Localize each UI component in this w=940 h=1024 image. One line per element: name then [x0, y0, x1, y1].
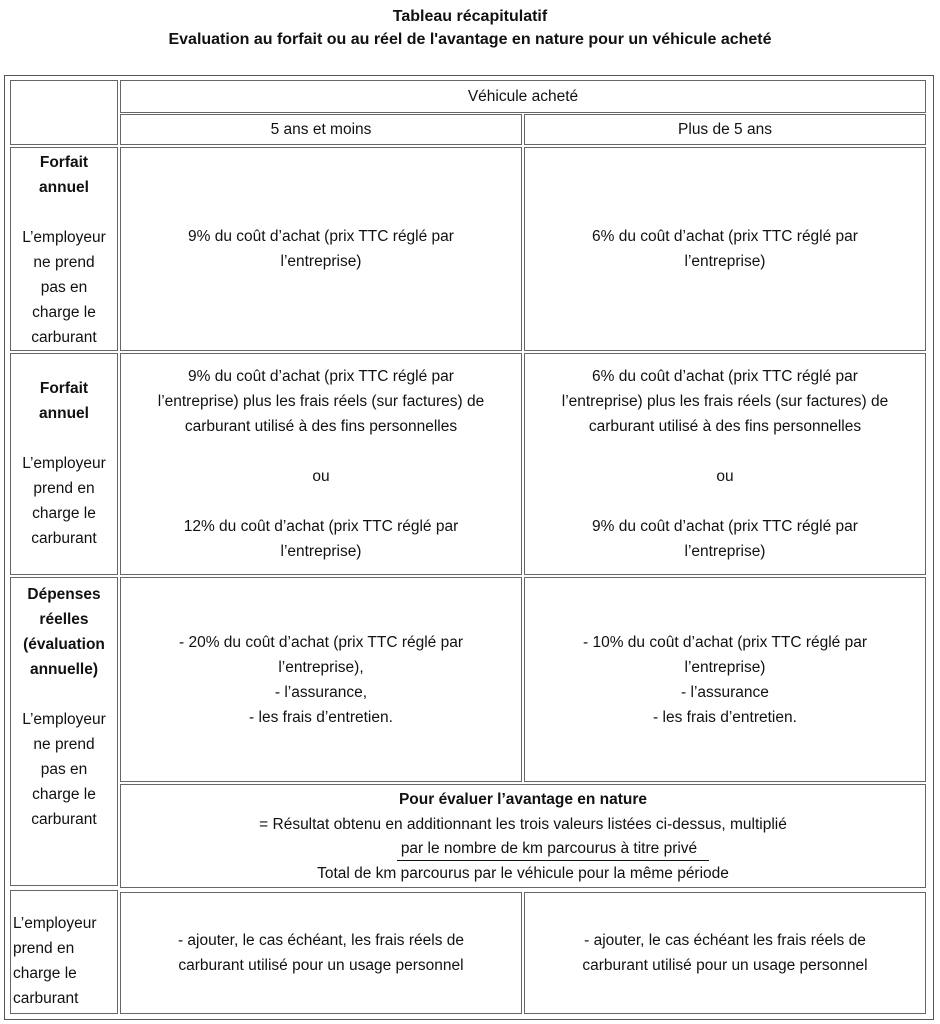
row-head-reel-avec-carburant	[10, 890, 118, 1014]
formula-line: = Résultat obtenu en additionnant les trois valeurs listées ci-dessus, multiplié	[259, 815, 787, 833]
formula-title: Pour évaluer l’avantage en nature	[398, 790, 648, 808]
row2-col1: 9% du coût d’achat (prix TTC réglé par l’entreprise) plus les frais réels (sur factures) de carburant utilisé à des fins personnelles ou 12% du coût d’achat (prix TTC réglé par l’entreprise)	[120, 353, 522, 575]
row1-col1: 9% du coût d’achat (prix TTC réglé par l’entreprise)	[120, 147, 522, 351]
row-head-text: L’employeur prend en charge le carburant	[22, 455, 106, 547]
header-vehicle: Véhicule acheté	[120, 80, 926, 113]
row-head-title: Dépenses réelles (évaluation annuelle)	[23, 586, 105, 678]
row-head-text: L’employeur prend en charge le carburant	[13, 915, 97, 1007]
corner-cell	[10, 80, 118, 145]
formula-numerator: par le nombre de km parcourus à titre privé	[397, 837, 709, 861]
row-head-forfait-sans-carburant	[10, 147, 118, 351]
row-head-depenses-reelles	[10, 577, 118, 886]
table-title: Tableau récapitulatif	[392, 8, 548, 25]
table-subtitle: Evaluation au forfait ou au réel de l'avantage en nature pour un véhicule acheté	[168, 31, 772, 48]
header-col-plus-de-5-ans: Plus de 5 ans	[524, 114, 926, 145]
row3-col1: - 20% du coût d’achat (prix TTC réglé par l’entreprise), - l’assurance, - les frais d’entretien.	[120, 577, 522, 782]
row4-col1: - ajouter, le cas échéant, les frais réels de carburant utilisé pour un usage personnel	[120, 892, 522, 1014]
row-head-text: L’employeur ne prend pas en charge le carburant	[22, 711, 106, 828]
formula-denominator: Total de km parcourus par le véhicule pour la même période	[317, 864, 729, 882]
row-head-title: Forfait annuel	[39, 154, 89, 196]
row-head-forfait-avec-carburant	[10, 353, 118, 575]
header-col-5-ans-et-moins: 5 ans et moins	[120, 114, 522, 145]
row2-col2: 6% du coût d’achat (prix TTC réglé par l’entreprise) plus les frais réels (sur factures) de carburant utilisé à des fins personnelles ou 9% du coût d’achat (prix TTC réglé par l’entreprise)	[524, 353, 926, 575]
row3-col2: - 10% du coût d’achat (prix TTC réglé par l’entreprise) - l’assurance - les frais d’entretien.	[524, 577, 926, 782]
row4-col2: - ajouter, le cas échéant les frais réels de carburant utilisé pour un usage personnel	[524, 892, 926, 1014]
row-head-title: Forfait annuel	[39, 380, 89, 422]
row-head-text: L’employeur ne prend pas en charge le carburant	[22, 229, 106, 346]
row1-col2: 6% du coût d’achat (prix TTC réglé par l’entreprise)	[524, 147, 926, 351]
formula-box	[120, 784, 926, 888]
